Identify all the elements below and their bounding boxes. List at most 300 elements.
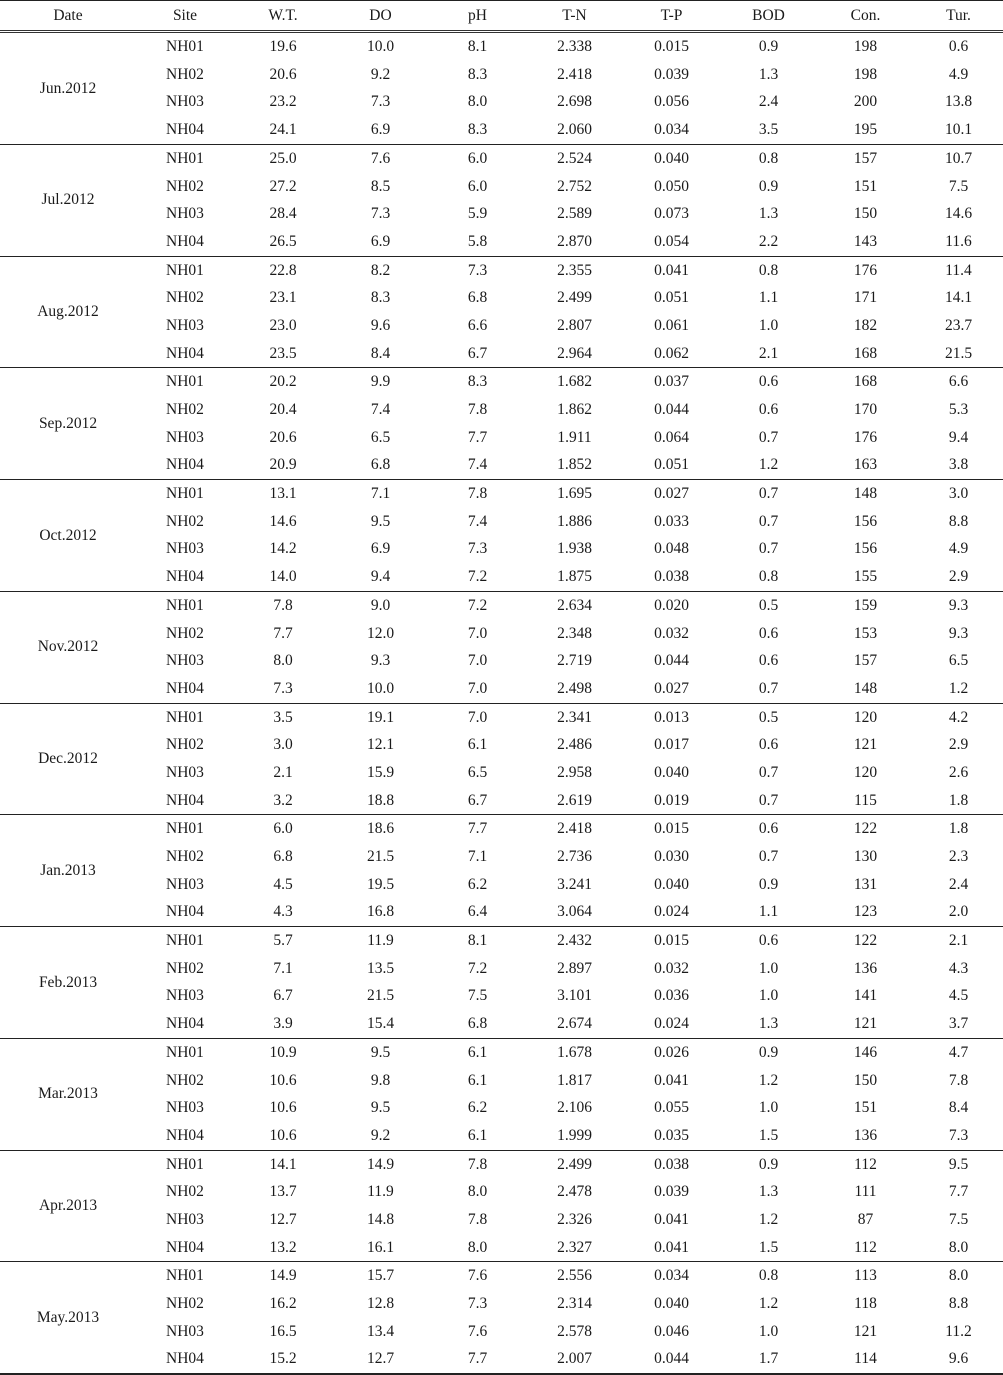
value-cell: 0.6	[758, 373, 779, 391]
month-group	[0, 815, 1003, 927]
value-cell: 16.5	[269, 1322, 297, 1340]
site-cell: NH03	[166, 1099, 204, 1117]
value-cell: 0.6	[758, 401, 779, 419]
value-cell: 6.1	[467, 1043, 488, 1061]
value-cell: 6.1	[429, 1122, 526, 1150]
value-cell: 6.2	[467, 1099, 488, 1117]
value-cell: 7.6	[370, 149, 391, 167]
value-cell: 6.5	[948, 652, 969, 670]
value-cell: 6.7	[273, 987, 293, 1005]
value-cell: 151	[853, 1099, 878, 1117]
value-cell: 7.7	[467, 820, 488, 838]
month-group	[0, 1262, 1003, 1374]
value-cell: 15.2	[234, 1345, 332, 1374]
value-cell: 13.8	[944, 93, 973, 111]
value-cell: 20.4	[269, 401, 297, 419]
value-cell: 10.1	[914, 116, 1003, 144]
value-cell: 0.6	[758, 624, 779, 642]
value-cell: 9.9	[370, 373, 391, 391]
value-cell: 0.027	[654, 485, 689, 503]
value-cell: 7.2	[429, 563, 526, 591]
value-cell: 1.2	[758, 1071, 779, 1089]
table-row	[0, 1038, 1003, 1066]
value-cell: 3.7	[914, 1010, 1003, 1038]
value-cell: 0.044	[654, 401, 689, 419]
value-cell: 9.2	[370, 65, 391, 83]
date-cell: Nov.2012	[0, 591, 136, 703]
table-row	[0, 1066, 1003, 1094]
value-cell: 0.015	[654, 932, 689, 950]
value-cell: 0.027	[623, 675, 720, 703]
site-cell: NH01	[166, 932, 204, 950]
date-cell: Jan.2013	[0, 815, 136, 927]
value-cell: 10.7	[944, 149, 973, 167]
value-cell: 2.418	[557, 820, 592, 838]
value-cell: 7.5	[948, 177, 969, 195]
site-cell: NH02	[166, 736, 204, 754]
site-cell: NH01	[166, 149, 204, 167]
value-cell: 114	[817, 1345, 914, 1374]
value-cell: 2.418	[557, 65, 592, 83]
column-header-t-n: T-N	[526, 1, 623, 32]
month-group	[0, 256, 1003, 368]
value-cell: 198	[853, 38, 878, 56]
value-cell: 0.8	[720, 563, 817, 591]
value-cell: 6.9	[332, 116, 429, 144]
value-cell: 9.4	[948, 428, 969, 446]
value-cell: 118	[854, 1295, 877, 1313]
value-cell: 13.1	[269, 485, 297, 503]
column-header-w-t: W.T.	[234, 1, 332, 32]
value-cell: 8.0	[914, 1234, 1003, 1262]
value-cell: 28.4	[269, 205, 297, 223]
value-cell: 9.6	[914, 1345, 1003, 1374]
value-cell: 151	[853, 177, 878, 195]
value-cell: 22.8	[269, 261, 297, 279]
value-cell: 121	[853, 736, 878, 754]
value-cell: 6.8	[332, 451, 429, 479]
value-cell: 3.0	[273, 736, 293, 754]
value-cell: 23.2	[269, 93, 297, 111]
value-cell: 163	[817, 451, 914, 479]
value-cell: 0.037	[654, 373, 689, 391]
value-cell: 7.4	[467, 512, 488, 530]
table-row	[0, 898, 1003, 926]
value-cell: 7.2	[467, 959, 488, 977]
value-cell: 2.498	[526, 675, 623, 703]
site-cell: NH03	[166, 428, 204, 446]
value-cell: 6.9	[332, 228, 429, 256]
value-cell: 0.038	[654, 1155, 689, 1173]
value-cell: 0.041	[654, 261, 689, 279]
value-cell: 7.4	[429, 451, 526, 479]
value-cell: 8.3	[467, 65, 488, 83]
value-cell: 198	[853, 65, 878, 83]
value-cell: 136	[817, 1122, 914, 1150]
value-cell: 2.499	[557, 1155, 592, 1173]
value-cell: 6.9	[370, 540, 391, 558]
value-cell: 14.1	[269, 1155, 297, 1173]
table-row	[0, 1150, 1003, 1178]
value-cell: 0.9	[758, 1155, 779, 1173]
value-cell: 146	[853, 1043, 878, 1061]
value-cell: 9.5	[948, 1155, 969, 1173]
value-cell: 0.034	[654, 1267, 689, 1285]
value-cell: 1.2	[914, 675, 1003, 703]
site-cell: NH02	[166, 177, 204, 195]
value-cell: 0.055	[654, 1099, 689, 1117]
table-row	[0, 256, 1003, 284]
value-cell: 0.019	[623, 787, 720, 815]
value-cell: 0.7	[758, 512, 779, 530]
value-cell: 0.024	[623, 1010, 720, 1038]
date-cell: Feb.2013	[0, 927, 136, 1039]
value-cell: 2.1	[273, 763, 293, 781]
site-cell: NH01	[166, 708, 204, 726]
value-cell: 14.6	[944, 205, 973, 223]
date-cell: Mar.2013	[0, 1038, 136, 1150]
month-group	[0, 1150, 1003, 1262]
site-cell: NH03	[166, 205, 204, 223]
value-cell: 112	[817, 1234, 914, 1262]
site-cell: NH01	[166, 38, 204, 56]
value-cell: 9.5	[370, 1043, 391, 1061]
value-cell: 176	[853, 261, 878, 279]
value-cell: 8.1	[467, 932, 488, 950]
value-cell: 156	[853, 512, 878, 530]
value-cell: 1.1	[758, 289, 779, 307]
value-cell: 0.9	[758, 875, 779, 893]
value-cell: 4.9	[948, 65, 969, 83]
value-cell: 9.0	[370, 596, 391, 614]
site-cell: NH04	[136, 787, 234, 815]
table-row	[0, 32, 1003, 61]
value-cell: 11.4	[945, 261, 972, 279]
table-row	[0, 1094, 1003, 1122]
value-cell: 2.432	[557, 932, 592, 950]
value-cell: 0.5	[758, 708, 779, 726]
table-row	[0, 284, 1003, 312]
value-cell: 3.8	[914, 451, 1003, 479]
value-cell: 0.015	[654, 820, 689, 838]
value-cell: 136	[853, 959, 878, 977]
site-cell: NH04	[136, 116, 234, 144]
value-cell: 0.056	[654, 93, 689, 111]
value-cell: 7.8	[273, 596, 293, 614]
value-cell: 7.8	[467, 1155, 488, 1173]
value-cell: 7.8	[467, 401, 488, 419]
value-cell: 12.0	[366, 624, 395, 642]
value-cell: 21.5	[914, 340, 1003, 368]
value-cell: 0.7	[758, 848, 779, 866]
value-cell: 2.578	[557, 1322, 592, 1340]
table-row	[0, 955, 1003, 983]
value-cell: 9.3	[948, 596, 969, 614]
site-cell: NH02	[166, 1071, 204, 1089]
value-cell: 5.3	[948, 401, 969, 419]
value-cell: 2.9	[914, 563, 1003, 591]
value-cell: 4.3	[234, 898, 332, 926]
value-cell: 7.8	[467, 1210, 488, 1228]
value-cell: 2.674	[526, 1010, 623, 1038]
table-row	[0, 1010, 1003, 1038]
month-group	[0, 32, 1003, 145]
value-cell: 2.338	[557, 38, 592, 56]
value-cell: 23.1	[269, 289, 297, 307]
value-cell: 7.7	[467, 428, 488, 446]
value-cell: 1.3	[720, 1010, 817, 1038]
value-cell: 0.024	[623, 898, 720, 926]
table-row	[0, 871, 1003, 899]
value-cell: 168	[853, 373, 878, 391]
value-cell: 123	[817, 898, 914, 926]
value-cell: 2.4	[758, 93, 779, 111]
value-cell: 16.1	[332, 1234, 429, 1262]
table-row	[0, 535, 1003, 563]
value-cell: 11.9	[367, 1183, 394, 1201]
value-cell: 6.1	[467, 1071, 488, 1089]
table-row	[0, 647, 1003, 675]
value-cell: 2.6	[948, 763, 969, 781]
column-header-t-p: T-P	[623, 1, 720, 32]
value-cell: 14.0	[234, 563, 332, 591]
value-cell: 0.039	[654, 1183, 689, 1201]
site-cell: NH02	[166, 289, 204, 307]
table-row	[0, 200, 1003, 228]
value-cell: 1.2	[758, 1210, 779, 1228]
value-cell: 0.7	[758, 763, 779, 781]
value-cell: 21.5	[366, 987, 395, 1005]
value-cell: 2.348	[557, 624, 592, 642]
value-cell: 0.9	[758, 1043, 779, 1061]
value-cell: 8.4	[948, 1099, 969, 1117]
value-cell: 21.5	[366, 848, 395, 866]
value-cell: 0.050	[654, 177, 689, 195]
value-cell: 9.3	[370, 652, 391, 670]
value-cell: 14.1	[944, 289, 973, 307]
value-cell: 87	[857, 1210, 874, 1228]
value-cell: 4.3	[948, 959, 969, 977]
value-cell: 0.030	[654, 848, 689, 866]
table-row	[0, 927, 1003, 955]
site-cell: NH02	[166, 624, 204, 642]
value-cell: 1.817	[557, 1071, 592, 1089]
value-cell: 0.041	[623, 1234, 720, 1262]
value-cell: 1.862	[557, 401, 592, 419]
value-cell: 7.7	[948, 1183, 969, 1201]
value-cell: 0.036	[654, 987, 689, 1005]
value-cell: 5.8	[429, 228, 526, 256]
value-cell: 0.040	[654, 763, 689, 781]
table-row	[0, 61, 1003, 89]
value-cell: 0.013	[654, 708, 689, 726]
value-cell: 0.038	[623, 563, 720, 591]
value-cell: 9.8	[370, 1071, 391, 1089]
value-cell: 7.3	[370, 205, 391, 223]
site-cell: NH04	[136, 675, 234, 703]
value-cell: 0.032	[654, 959, 689, 977]
table-row	[0, 88, 1003, 116]
value-cell: 10.9	[269, 1043, 297, 1061]
site-cell: NH03	[166, 93, 204, 111]
site-cell: NH02	[166, 1295, 204, 1313]
value-cell: 8.1	[467, 38, 488, 56]
value-cell: 7.1	[370, 485, 391, 503]
value-cell: 2.3	[948, 848, 969, 866]
date-cell: May.2013	[0, 1262, 136, 1374]
value-cell: 7.5	[948, 1210, 969, 1228]
table-row	[0, 424, 1003, 452]
table-row	[0, 619, 1003, 647]
value-cell: 2.897	[557, 959, 592, 977]
value-cell: 6.7	[429, 340, 526, 368]
site-cell: NH03	[166, 875, 204, 893]
date-cell: Jun.2012	[0, 32, 136, 145]
value-cell: 1.911	[557, 428, 592, 446]
value-cell: 16.2	[269, 1295, 297, 1313]
table-row	[0, 368, 1003, 396]
value-cell: 8.8	[948, 1295, 969, 1313]
site-cell: NH01	[166, 1155, 204, 1173]
value-cell: 8.2	[370, 261, 391, 279]
value-cell: 2.1	[948, 932, 969, 950]
value-cell: 0.035	[623, 1122, 720, 1150]
value-cell: 7.7	[429, 1345, 526, 1374]
value-cell: 8.0	[429, 1234, 526, 1262]
value-cell: 120	[853, 763, 878, 781]
value-cell: 23.7	[944, 316, 973, 334]
value-cell: 122	[853, 820, 878, 838]
value-cell: 6.6	[467, 316, 488, 334]
value-cell: 2.478	[557, 1183, 592, 1201]
site-cell: NH02	[166, 401, 204, 419]
value-cell: 111	[854, 1183, 877, 1201]
value-cell: 3.9	[234, 1010, 332, 1038]
value-cell: 18.8	[332, 787, 429, 815]
table-row	[0, 703, 1003, 731]
value-cell: 2.964	[526, 340, 623, 368]
value-cell: 20.6	[269, 65, 297, 83]
value-cell: 182	[853, 316, 878, 334]
value-cell: 195	[817, 116, 914, 144]
value-cell: 0.8	[758, 1267, 779, 1285]
table-row	[0, 1318, 1003, 1346]
value-cell: 4.5	[948, 987, 969, 1005]
value-cell: 0.026	[654, 1043, 689, 1061]
value-cell: 9.6	[370, 316, 391, 334]
value-cell: 1.938	[557, 540, 592, 558]
table-row	[0, 172, 1003, 200]
header-row	[0, 1, 1003, 32]
month-group	[0, 1038, 1003, 1150]
value-cell: 113	[854, 1267, 877, 1285]
value-cell: 6.7	[429, 787, 526, 815]
value-cell: 0.7	[758, 428, 779, 446]
value-cell: 7.7	[273, 624, 293, 642]
table-row	[0, 982, 1003, 1010]
value-cell: 7.3	[370, 93, 391, 111]
month-group	[0, 591, 1003, 703]
site-cell: NH04	[136, 898, 234, 926]
value-cell: 2.486	[557, 736, 592, 754]
value-cell: 1.678	[557, 1043, 592, 1061]
value-cell: 8.0	[273, 652, 293, 670]
value-cell: 1.695	[557, 485, 592, 503]
month-group	[0, 480, 1003, 592]
value-cell: 6.2	[467, 875, 488, 893]
month-group	[0, 368, 1003, 480]
value-cell: 10.0	[332, 675, 429, 703]
value-cell: 26.5	[234, 228, 332, 256]
site-cell: NH02	[166, 512, 204, 530]
value-cell: 0.061	[654, 316, 689, 334]
site-cell: NH01	[166, 485, 204, 503]
value-cell: 12.7	[269, 1210, 297, 1228]
value-cell: 2.634	[557, 596, 592, 614]
value-cell: 8.8	[948, 512, 969, 530]
value-cell: 6.8	[467, 289, 488, 307]
value-cell: 27.2	[269, 177, 297, 195]
table-row	[0, 480, 1003, 508]
column-header-do: DO	[332, 1, 429, 32]
value-cell: 3.0	[948, 485, 969, 503]
value-cell: 2.870	[526, 228, 623, 256]
value-cell: 8.3	[429, 116, 526, 144]
site-cell: NH03	[166, 987, 204, 1005]
value-cell: 168	[817, 340, 914, 368]
site-cell: NH04	[136, 563, 234, 591]
value-cell: 200	[853, 93, 878, 111]
value-cell: 10.6	[269, 1099, 297, 1117]
site-cell: NH04	[136, 1345, 234, 1374]
value-cell: 6.5	[370, 428, 391, 446]
table-row	[0, 1345, 1003, 1374]
value-cell: 7.0	[467, 708, 488, 726]
value-cell: 9.2	[332, 1122, 429, 1150]
value-cell: 3.5	[273, 708, 293, 726]
table-row	[0, 591, 1003, 619]
value-cell: 12.8	[366, 1295, 395, 1313]
table-row	[0, 396, 1003, 424]
value-cell: 2.499	[557, 289, 592, 307]
site-cell: NH01	[166, 261, 204, 279]
value-cell: 0.062	[623, 340, 720, 368]
value-cell: 0.017	[654, 736, 689, 754]
value-cell: 1.5	[720, 1122, 817, 1150]
table-header	[0, 1, 1003, 32]
value-cell: 176	[853, 428, 878, 446]
value-cell: 0.015	[654, 38, 689, 56]
value-cell: 1.0	[758, 1099, 779, 1117]
value-cell: 112	[854, 1155, 877, 1173]
value-cell: 14.2	[269, 540, 297, 558]
value-cell: 131	[853, 875, 878, 893]
site-cell: NH01	[166, 1267, 204, 1285]
value-cell: 0.9	[758, 177, 779, 195]
month-group	[0, 703, 1003, 815]
site-cell: NH01	[166, 1043, 204, 1061]
site-cell: NH02	[166, 959, 204, 977]
value-cell: 2.736	[557, 848, 592, 866]
table-row	[0, 1290, 1003, 1318]
value-cell: 122	[853, 932, 878, 950]
value-cell: 7.6	[467, 1267, 488, 1285]
value-cell: 2.4	[948, 875, 969, 893]
value-cell: 13.7	[269, 1183, 297, 1201]
site-cell: NH04	[136, 340, 234, 368]
site-cell: NH03	[166, 1210, 204, 1228]
table-row	[0, 144, 1003, 172]
